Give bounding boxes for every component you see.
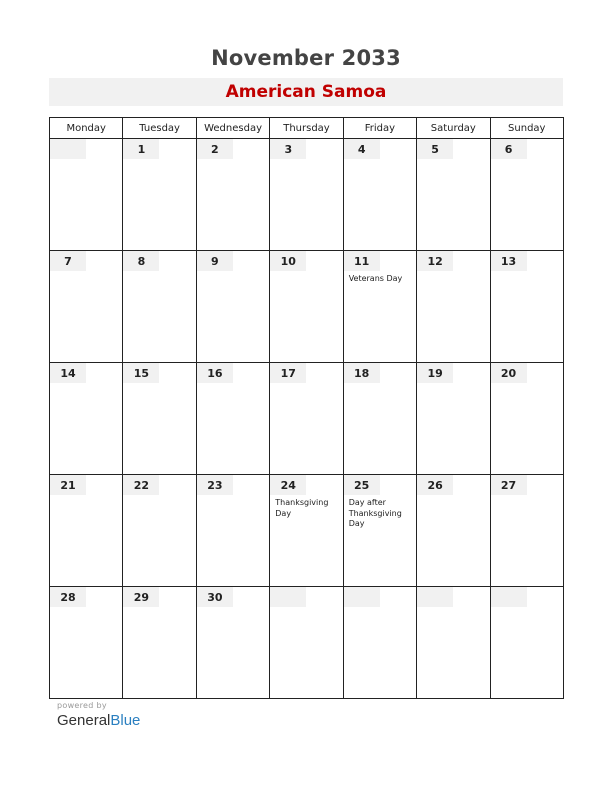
day-number: 2 — [197, 139, 233, 159]
day-number: 12 — [417, 251, 453, 271]
day-cell — [490, 363, 563, 475]
day-number — [270, 587, 306, 607]
weekday-tuesday: Tuesday — [123, 118, 196, 139]
empty-day-cell — [50, 139, 123, 251]
generalblue-logo[interactable] — [57, 712, 140, 729]
day-number: 3 — [270, 139, 306, 159]
brand-blue: Blue — [110, 712, 141, 729]
day-number: 18 — [344, 363, 380, 383]
region-banner — [49, 78, 563, 106]
week-row — [50, 251, 564, 363]
day-number: 24 — [270, 475, 306, 495]
day-cell — [417, 475, 490, 587]
footer — [57, 701, 140, 729]
day-cell — [50, 475, 123, 587]
day-number: 25 — [344, 475, 380, 495]
day-number: 4 — [344, 139, 380, 159]
weekday-thursday: Thursday — [270, 118, 343, 139]
day-number: 26 — [417, 475, 453, 495]
day-number: 16 — [197, 363, 233, 383]
day-number: 1 — [123, 139, 159, 159]
day-cell — [417, 139, 490, 251]
day-cell — [123, 475, 196, 587]
weekday-header-row — [50, 118, 564, 139]
empty-day-cell — [270, 587, 343, 699]
day-number: 9 — [197, 251, 233, 271]
day-number: 7 — [50, 251, 86, 271]
holiday-label: Day after Thanksgiving Day — [348, 498, 402, 528]
day-number: 10 — [270, 251, 306, 271]
day-number — [50, 139, 86, 159]
day-number: 30 — [197, 587, 233, 607]
calendar-body — [50, 139, 564, 699]
day-cell — [50, 587, 123, 699]
day-number: 19 — [417, 363, 453, 383]
weekday-saturday: Saturday — [417, 118, 490, 139]
empty-day-cell — [343, 587, 416, 699]
day-number: 28 — [50, 587, 86, 607]
day-number: 6 — [491, 139, 527, 159]
empty-day-cell — [490, 587, 563, 699]
day-number: 22 — [123, 475, 159, 495]
weekday-friday: Friday — [343, 118, 416, 139]
day-cell — [417, 251, 490, 363]
day-cell — [417, 363, 490, 475]
brand-general: General — [57, 712, 111, 729]
weekday-monday: Monday — [50, 118, 123, 139]
powered-by-text: powered by — [57, 701, 107, 710]
day-cell — [196, 363, 269, 475]
day-number: 8 — [123, 251, 159, 271]
day-number: 29 — [123, 587, 159, 607]
day-cell — [343, 251, 416, 363]
day-cell — [50, 251, 123, 363]
day-number: 5 — [417, 139, 453, 159]
day-cell — [490, 251, 563, 363]
weekday-wednesday: Wednesday — [196, 118, 269, 139]
week-row — [50, 475, 564, 587]
day-cell — [196, 475, 269, 587]
calendar-title: November 2033 — [211, 46, 401, 70]
week-row — [50, 363, 564, 475]
day-cell — [270, 139, 343, 251]
day-number: 27 — [491, 475, 527, 495]
day-cell — [270, 363, 343, 475]
day-number: 21 — [50, 475, 86, 495]
day-cell — [270, 475, 343, 587]
day-cell — [270, 251, 343, 363]
day-cell — [123, 363, 196, 475]
region-name: American Samoa — [225, 82, 387, 102]
week-row — [50, 139, 564, 251]
day-cell — [490, 139, 563, 251]
day-number: 13 — [491, 251, 527, 271]
calendar-grid — [49, 117, 564, 699]
weekday-sunday: Sunday — [490, 118, 563, 139]
day-cell — [196, 587, 269, 699]
day-number: 23 — [197, 475, 233, 495]
day-number — [417, 587, 453, 607]
day-number: 11 — [344, 251, 380, 271]
day-cell — [123, 139, 196, 251]
day-cell — [196, 139, 269, 251]
day-number: 17 — [270, 363, 306, 383]
holiday-label: Thanksgiving Day — [275, 498, 329, 518]
day-cell — [196, 251, 269, 363]
day-cell — [343, 363, 416, 475]
day-number — [491, 587, 527, 607]
holiday-label: Veterans Day — [348, 274, 403, 283]
day-number: 14 — [50, 363, 86, 383]
day-number — [344, 587, 380, 607]
day-number: 15 — [123, 363, 159, 383]
day-cell — [123, 587, 196, 699]
day-cell — [50, 363, 123, 475]
week-row — [50, 587, 564, 699]
day-number: 20 — [491, 363, 527, 383]
day-cell — [343, 475, 416, 587]
empty-day-cell — [417, 587, 490, 699]
day-cell — [123, 251, 196, 363]
day-cell — [490, 475, 563, 587]
day-cell — [343, 139, 416, 251]
